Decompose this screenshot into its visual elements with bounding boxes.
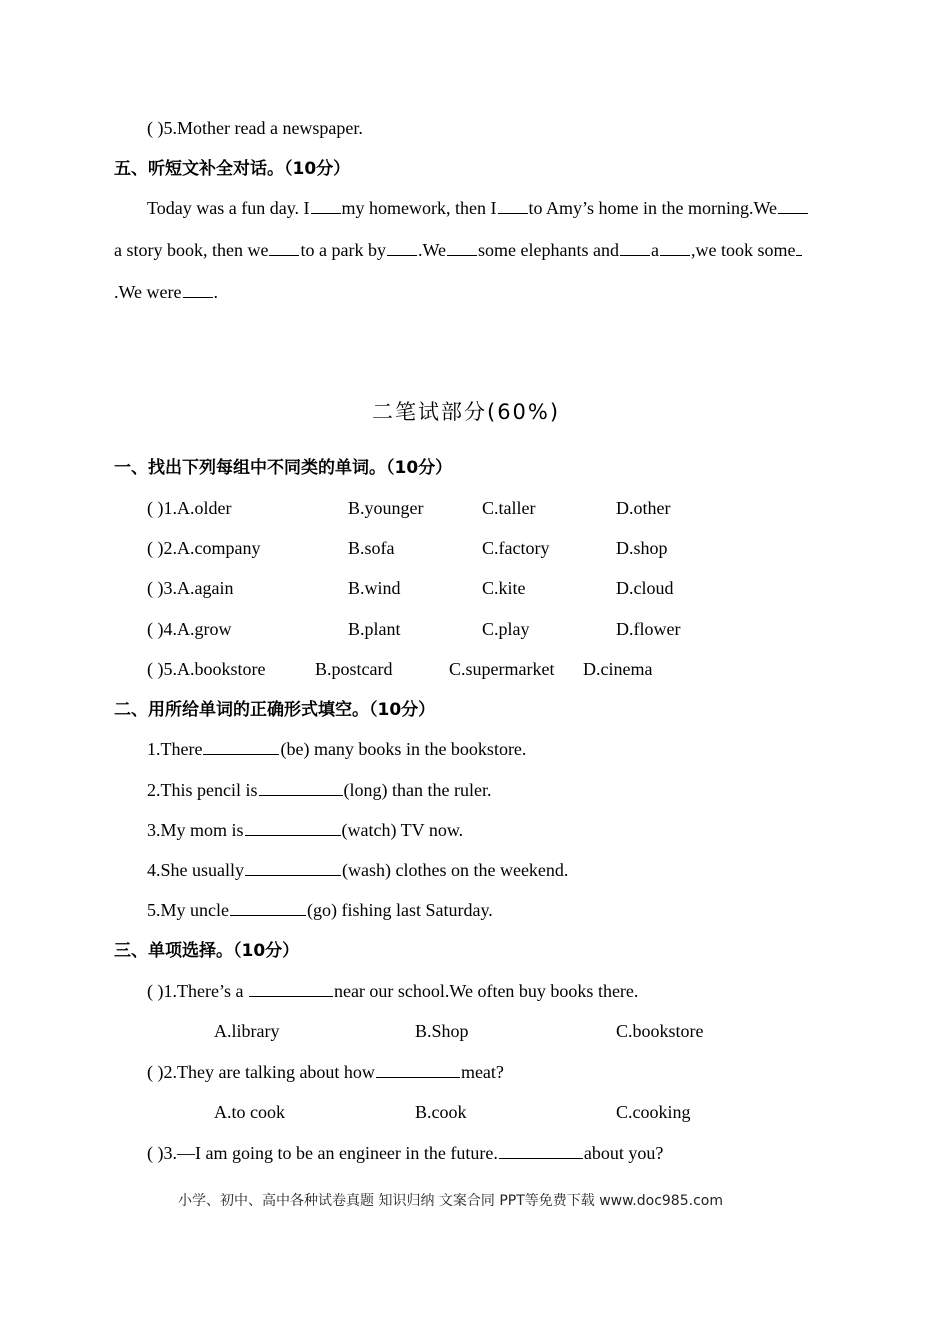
- section5-heading: 五、听短文补全对话。（10分）: [114, 159, 351, 179]
- section3-question-1: ( )1.There’s a near our school.We often buy books there.: [147, 981, 639, 1001]
- blank: [245, 859, 341, 876]
- section3-question-3: ( )3.—I am going to be an engineer in the future. about you?: [147, 1143, 664, 1163]
- section2-item: 1.There (be) many books in the bookstore.: [147, 739, 527, 759]
- blank: [249, 980, 333, 997]
- section3-question-2: ( )2.They are talking about how meat?: [147, 1062, 504, 1082]
- section3-heading: 三、单项选择。（10分）: [114, 941, 300, 961]
- passage-line-3: .We were .: [114, 282, 219, 302]
- passage-line-2: a story book, then we to a park by .We some elephants and a ,we took some: [114, 239, 803, 261]
- blank: [259, 779, 343, 796]
- passage-line-1: Today was a fun day. I my homework, then I to Amy’s home in the morning.We: [147, 197, 809, 219]
- section2-item: 3.My mom is (watch) TV now.: [147, 820, 464, 840]
- section2-item: 5.My uncle (go) fishing last Saturday.: [147, 900, 493, 920]
- written-part-title: 二笔试部分(60%): [372, 400, 561, 424]
- section1-heading: 一、找出下列每组中不同类的单词。（10分）: [114, 458, 453, 478]
- blank: [269, 239, 299, 256]
- blank: [499, 1142, 583, 1159]
- blank: [230, 899, 306, 916]
- footer-watermark: 小学、初中、高中各种试卷真题 知识归纳 文案合同 PPT等免费下载 www.doc985.com: [178, 1193, 723, 1209]
- blank: [387, 239, 417, 256]
- exam-page: ( )5.Mother read a newspaper. 五、听短文补全对话。（10分） Today was a fun day. I my homework, then I to Amy’s home in the morning.We a story book, then we to a park by .We some elephants and a ,we took some .We were . 二笔试部分(60%) 一、找出下列每组中不同类的单词。（10分） ( )1.A.older B.younger C.taller D.other ( )2.A.company B.sofa C.factory D.shop ( )3.A.again B.wind C.kite D.cloud ( )4.A.grow B.plant C.play D.flower ( )5.A.bookstore B.postcard C.supermarket D.cinema 二、用所给单词的正确形式填空。（10分） 1.There (be) many books in the bookstore. 2.This pencil is (long) than the ruler. 3.My mom is (watch) TV now. 4.She usually (wash) clothes on the weekend. 5.My uncle (go) fishing last Saturday. 三、单项选择。（10分） ( )1.There’s a near our school.We often buy books there. A.library B.Shop C.bookstore ( )2.They are talking about how meat? A.to cook B.cook C.cooking ( )3.—I am going to be an engineer in the future. about you? 小学、初中、高中各种试卷真题 知识归纳 文案合同 PPT等免费下载 www.doc985.com: [0, 0, 950, 1344]
- blank: [796, 239, 802, 256]
- blank: [447, 239, 477, 256]
- blank: [311, 197, 341, 214]
- section2-heading: 二、用所给单词的正确形式填空。（10分）: [114, 700, 436, 720]
- blank: [660, 239, 690, 256]
- blank: [498, 197, 528, 214]
- section2-item: 2.This pencil is (long) than the ruler.: [147, 780, 492, 800]
- blank: [620, 239, 650, 256]
- blank: [203, 738, 279, 755]
- blank: [376, 1061, 460, 1078]
- listening-item-5: ( )5.Mother read a newspaper.: [147, 118, 363, 138]
- blank: [183, 281, 213, 298]
- section2-item: 4.She usually (wash) clothes on the weekend.: [147, 860, 569, 880]
- blank: [778, 197, 808, 214]
- blank: [245, 819, 341, 836]
